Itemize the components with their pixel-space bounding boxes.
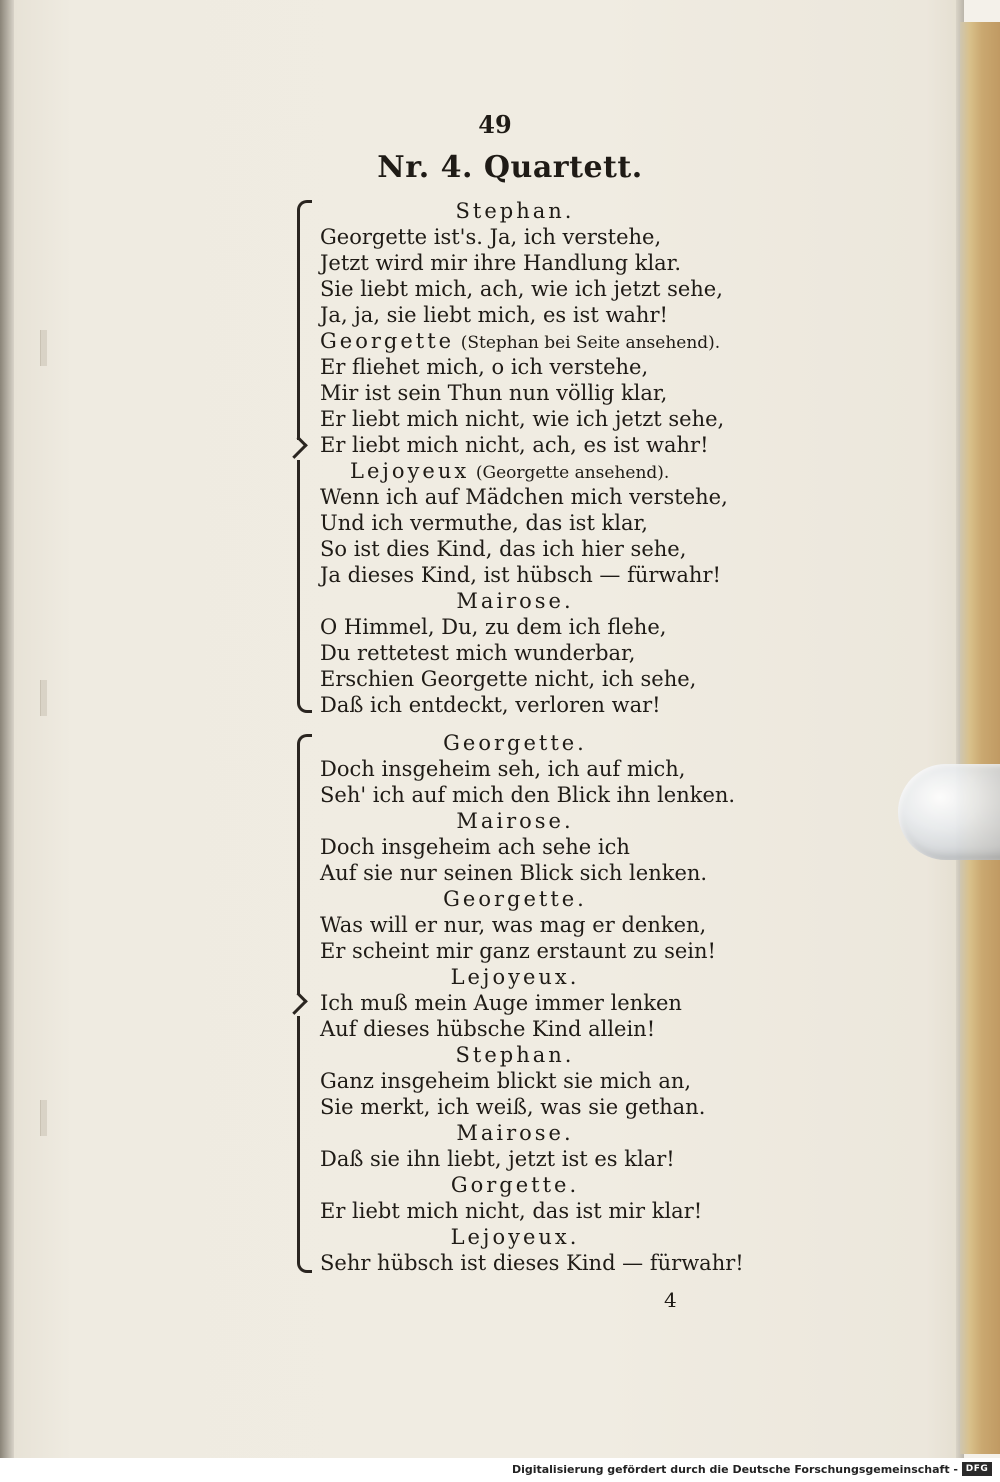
left-gutter xyxy=(0,0,14,1458)
verse-line: Er scheint mir ganz erstaunt zu sein! xyxy=(320,939,716,963)
verse-line: Seh' ich auf mich den Blick ihn lenken. xyxy=(320,783,736,807)
speaker-label: Georgette xyxy=(320,329,455,353)
page-number: 49 xyxy=(478,110,512,139)
verse-line: Ganz insgeheim blickt sie mich an, xyxy=(320,1069,692,1093)
speaker-with-direction xyxy=(350,458,669,486)
dfg-logo: DFG xyxy=(962,1462,992,1476)
verse-line: Mir ist sein Thun nun völlig klar, xyxy=(320,381,668,405)
verse-line: Sie liebt mich, ach, wie ich jetzt sehe, xyxy=(320,277,723,301)
verse-line: Ich muß mein Auge immer lenken xyxy=(320,991,682,1015)
speaker-label: Mairose. xyxy=(456,589,574,613)
verse-line: Auf dieses hübsche Kind allein! xyxy=(320,1017,656,1041)
verse-line: Er liebt mich nicht, das ist mir klar! xyxy=(320,1199,703,1223)
brace-bar xyxy=(297,744,300,994)
speaker-label: Mairose. xyxy=(456,809,574,833)
speaker-label: Lejoyeux. xyxy=(450,1225,580,1249)
verse-line: Sehr hübsch ist dieses Kind — fürwahr! xyxy=(320,1251,744,1275)
verse-line: Er liebt mich nicht, wie ich jetzt sehe, xyxy=(320,407,725,431)
fold-mark xyxy=(40,680,47,716)
verse-line: Wenn ich auf Mädchen mich verstehe, xyxy=(320,485,728,509)
speaker-label: Mairose. xyxy=(456,1121,574,1145)
verse-line: Doch insgeheim ach sehe ich xyxy=(320,835,630,859)
verse-line: Daß sie ihn liebt, jetzt ist es klar! xyxy=(320,1147,675,1171)
brace-bar xyxy=(297,460,300,700)
speaker-label: Georgette. xyxy=(443,887,587,911)
verse-line: Auf sie nur seinen Blick sich lenken. xyxy=(320,861,708,885)
verse-line: Er liebt mich nicht, ach, es ist wahr! xyxy=(320,433,709,457)
stage-direction: (Georgette ansehend). xyxy=(475,463,670,483)
book-fore-edge xyxy=(960,22,1000,1454)
verse-line: Georgette ist's. Ja, ich verstehe, xyxy=(320,225,662,249)
verse-line: Du rettetest mich wunderbar, xyxy=(320,641,636,665)
fold-mark xyxy=(40,1100,47,1136)
stage-direction: (Stephan bei Seite ansehend). xyxy=(460,333,721,353)
fold-mark xyxy=(40,330,47,366)
speaker-label: Stephan. xyxy=(455,199,575,223)
verse-line: Und ich vermuthe, das ist klar, xyxy=(320,511,648,535)
verse-line: Doch insgeheim seh, ich auf mich, xyxy=(320,757,686,781)
brace-bar xyxy=(297,210,300,440)
printer-signature-mark: 4 xyxy=(664,1288,677,1312)
footer-credit: Digitalisierung gefördert durch die Deutsche Forschungsgemeinschaft - xyxy=(511,1463,958,1476)
verse-line: O Himmel, Du, zu dem ich flehe, xyxy=(320,615,667,639)
verse-line: So ist dies Kind, das ich hier sehe, xyxy=(320,537,687,561)
speaker-label: Stephan. xyxy=(455,1043,575,1067)
verse-line: Was will er nur, was mag er denken, xyxy=(320,913,707,937)
verse-line: Er fliehet mich, o ich verstehe, xyxy=(320,355,649,379)
verse-line: Daß ich entdeckt, verloren war! xyxy=(320,693,661,717)
footer-bar xyxy=(0,1458,1000,1482)
speaker-label: Georgette. xyxy=(443,731,587,755)
section-title: Nr. 4. Quartett. xyxy=(377,150,643,185)
verse-line: Ja, ja, sie liebt mich, es ist wahr! xyxy=(320,303,668,327)
speaker-label: Lejoyeux. xyxy=(450,965,580,989)
speaker-label: Gorgette. xyxy=(450,1173,580,1197)
brace-bar xyxy=(297,1016,300,1260)
glass-page-weight xyxy=(898,764,1000,860)
verse-line: Sie merkt, ich weiß, was sie gethan. xyxy=(320,1095,706,1119)
speaker-label: Lejoyeux xyxy=(350,459,470,483)
verse-line: Jetzt wird mir ihre Handlung klar. xyxy=(320,251,682,275)
verse-line: Ja dieses Kind, ist hübsch — fürwahr! xyxy=(320,563,721,587)
verse-line: Erschien Georgette nicht, ich sehe, xyxy=(320,667,697,691)
speaker-with-direction xyxy=(320,328,720,356)
